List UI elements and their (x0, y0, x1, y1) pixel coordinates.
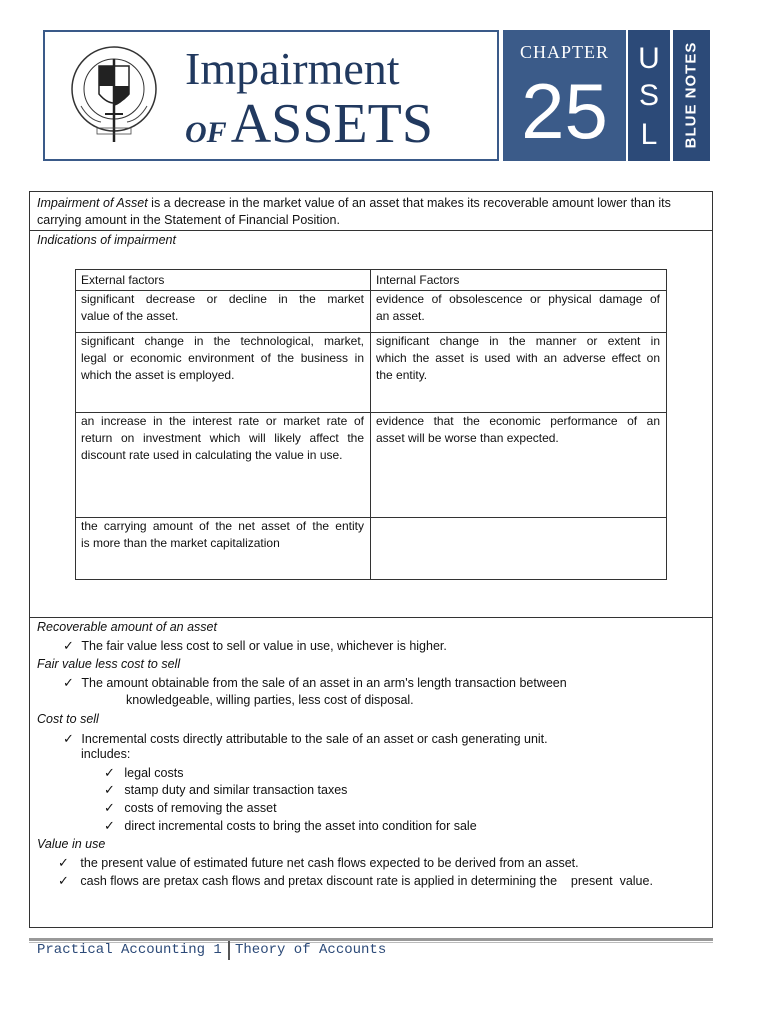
table-cell-external: significant decrease or decline in the market value of the asset. (81, 292, 364, 323)
divider-indications (29, 617, 713, 618)
usl-letter-u: U (638, 42, 660, 75)
value-in-use-heading: Value in use (37, 837, 106, 851)
table-header-external: External factors (81, 273, 165, 287)
checkmark-icon: ✓ (104, 765, 115, 780)
definition-line2: carrying amount in the Statement of Financial Position. (37, 213, 340, 227)
university-seal-icon (69, 44, 159, 148)
sub-list-item: ✓ costs of removing the asset (104, 800, 277, 815)
table-cell-external: an increase in the interest rate or market rate of return on investment which will likely affect the discount rate used in calculating the value in use. (81, 414, 364, 462)
chapter-number: 25 (521, 67, 608, 155)
blue-notes-box (673, 30, 710, 161)
footer-subject: Practical Accounting 1 (37, 942, 222, 958)
title-of-assets (185, 92, 433, 156)
includes-label: includes: (81, 747, 131, 761)
title-impairment: Impairment (185, 43, 400, 94)
definition-term: Impairment of Asset (37, 196, 148, 210)
table-cell-internal: evidence of obsolescence or physical damage of an asset. (376, 292, 660, 323)
sub-list-item: ✓ stamp duty and similar transaction taxes (104, 782, 348, 797)
list-item: ✓ The fair value less cost to sell or value in use, whichever is higher. (63, 638, 447, 653)
checkmark-icon: ✓ (104, 800, 115, 815)
chapter-label: CHAPTER (519, 42, 609, 62)
checkmark-icon: ✓ (104, 818, 115, 833)
list-item-continuation: knowledgeable, willing parties, less cost of disposal. (126, 693, 414, 707)
chapter-box (503, 30, 626, 161)
checkmark-icon: ✓ (104, 782, 115, 797)
definition-text: is a decrease in the market value of an asset that makes its recoverable amount lower than its (147, 196, 671, 210)
footer-topic: Theory of Accounts (235, 942, 387, 958)
factors-table-column-divider (370, 269, 371, 580)
table-header-internal: Internal Factors (376, 273, 460, 287)
checkmark-icon: ✓ (63, 675, 74, 690)
definition-line1 (37, 195, 707, 212)
footer-separator (228, 941, 230, 960)
sub-list-item: ✓ direct incremental costs to bring the asset into condition for sale (104, 818, 477, 833)
usl-box (628, 30, 670, 161)
title-box (43, 30, 499, 161)
list-item: ✓ The amount obtainable from the sale of an asset in an arm's length transaction between (63, 675, 567, 690)
blue-notes-label: BLUE NOTES (682, 41, 700, 149)
checkmark-icon: ✓ (63, 731, 74, 746)
checkmark-icon: ✓ (63, 638, 74, 653)
divider-definition (29, 230, 713, 231)
list-item: ✓ the present value of estimated future net cash flows expected to be derived from an asset. (58, 855, 579, 870)
fair-value-heading: Fair value less cost to sell (37, 657, 181, 671)
list-item: ✓ cash flows are pretax cash flows and pretax discount rate is applied in determining the present value. (58, 873, 653, 888)
list-item: ✓ Incremental costs directly attributable to the sale of an asset or cash generating unit. (63, 731, 548, 746)
usl-letter-l: L (640, 118, 658, 151)
checkmark-icon: ✓ (58, 855, 69, 870)
indications-heading: Indications of impairment (37, 233, 176, 247)
table-cell-internal: significant change in the manner or extent in which the asset is used with an adverse effect on the entity. (376, 334, 660, 382)
title-assets: ASSETS (230, 93, 433, 155)
usl-letter-s: S (638, 79, 659, 112)
cost-to-sell-heading: Cost to sell (37, 712, 99, 726)
title-of: OF (185, 116, 227, 149)
checkmark-icon: ✓ (58, 873, 69, 888)
table-cell-external: significant change in the technological, market, legal or economic environment of the business in which the asset is employed. (81, 334, 364, 382)
recoverable-heading: Recoverable amount of an asset (37, 620, 217, 634)
table-cell-internal: evidence that the economic performance of an asset will be worse than expected. (376, 414, 660, 445)
sub-list-item: ✓ legal costs (104, 765, 184, 780)
table-cell-external: the carrying amount of the net asset of the entity is more than the market capitalization (81, 519, 364, 550)
